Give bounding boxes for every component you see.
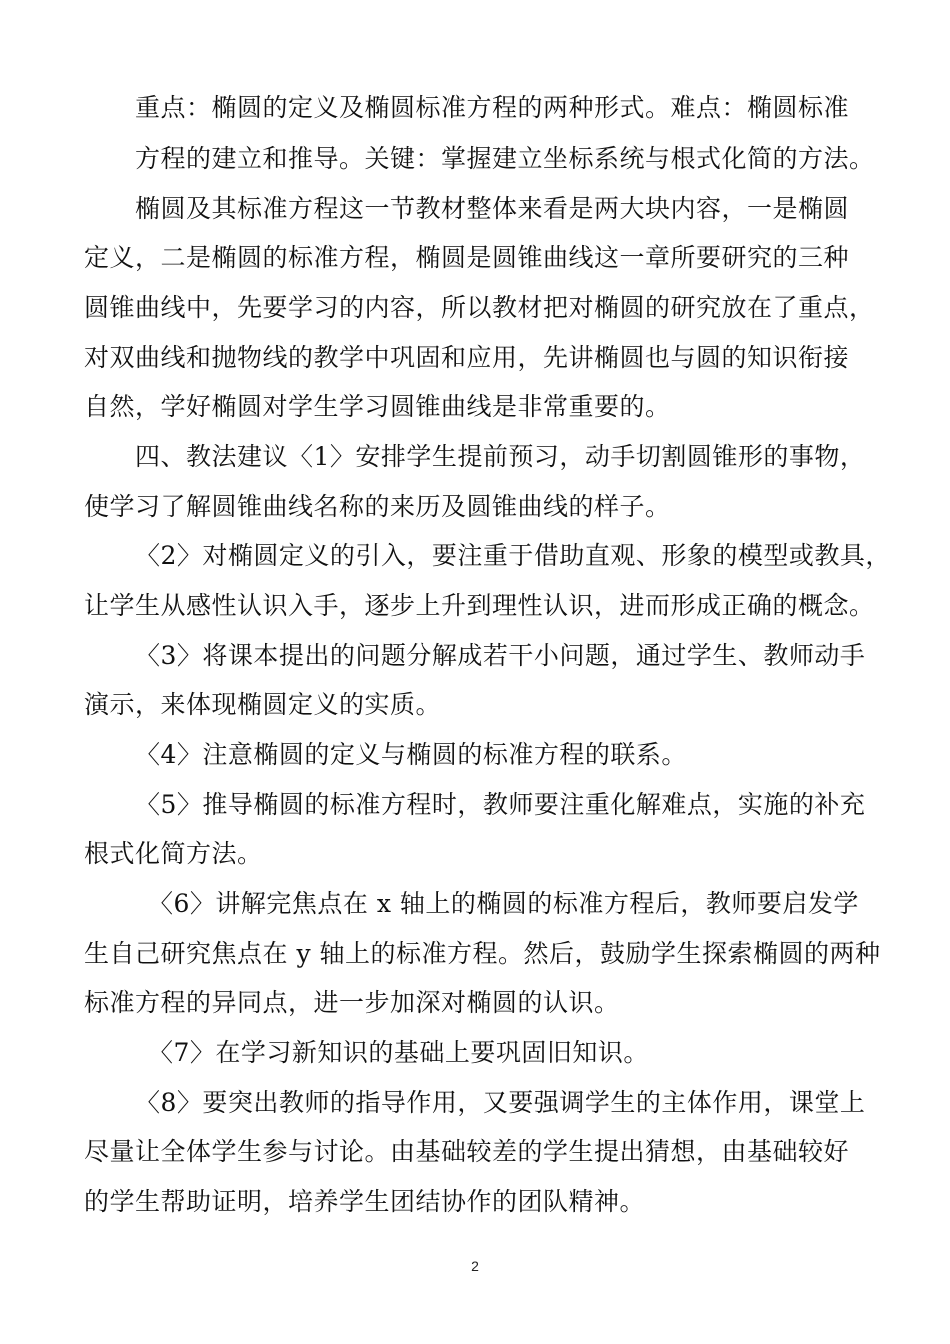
- text-line: 〈5〉推导椭圆的标准方程时，教师要注重化解难点，实施的补充: [135, 790, 866, 819]
- text-line: 生自己研究焦点在 y 轴上的标准方程。然后，鼓励学生探索椭圆的两种: [84, 939, 881, 968]
- text-line: 演示，来体现椭圆定义的实质。: [84, 690, 442, 719]
- text-line: 的学生帮助证明，培养学生团结协作的团队精神。: [84, 1187, 646, 1216]
- text-line: 尽量让全体学生参与讨论。由基础较差的学生提出猜想，由基础较好: [84, 1137, 850, 1166]
- page-number: 2: [471, 1258, 479, 1274]
- text-line: 四、教法建议〈1〉安排学生提前预习，动手切割圆锥形的事物，: [135, 442, 866, 471]
- text-line: 〈2〉对椭圆定义的引入，要注重于借助直观、形象的模型或教具，: [135, 541, 891, 570]
- text-line: 〈7〉在学习新知识的基础上要巩固旧知识。: [148, 1038, 649, 1067]
- text-line: 对双曲线和抛物线的教学中巩固和应用，先讲椭圆也与圆的知识衔接: [84, 343, 850, 372]
- text-line: 圆锥曲线中，先要学习的内容，所以教材把对椭圆的研究放在了重点，: [84, 293, 875, 322]
- text-line: 让学生从感性认识入手，逐步上升到理性认识，进而形成正确的概念。: [84, 591, 875, 620]
- text-line: 使学习了解圆锥曲线名称的来历及圆锥曲线的样子。: [84, 492, 671, 521]
- text-line: 根式化简方法。: [84, 839, 263, 868]
- text-line: 〈8〉要突出教师的指导作用，又要强调学生的主体作用，课堂上: [135, 1088, 866, 1117]
- text-line: 〈4〉注意椭圆的定义与椭圆的标准方程的联系。: [135, 740, 687, 769]
- text-line: 〈6〉讲解完焦点在 x 轴上的椭圆的标准方程后，教师要启发学: [148, 889, 859, 918]
- text-line: 定义，二是椭圆的标准方程，椭圆是圆锥曲线这一章所要研究的三种: [84, 243, 850, 272]
- text-line: 标准方程的异同点，进一步加深对椭圆的认识。: [84, 988, 620, 1017]
- text-line: 重点：椭圆的定义及椭圆标准方程的两种形式。难点：椭圆标准: [135, 93, 850, 122]
- text-line: 自然，学好椭圆对学生学习圆锥曲线是非常重要的。: [84, 392, 671, 421]
- text-line: 椭圆及其标准方程这一节教材整体来看是两大块内容，一是椭圆: [135, 194, 850, 223]
- text-line: 方程的建立和推导。关键：掌握建立坐标系统与根式化简的方法。: [135, 144, 875, 173]
- text-line: 〈3〉将课本提出的问题分解成若干小问题，通过学生、教师动手: [135, 641, 866, 670]
